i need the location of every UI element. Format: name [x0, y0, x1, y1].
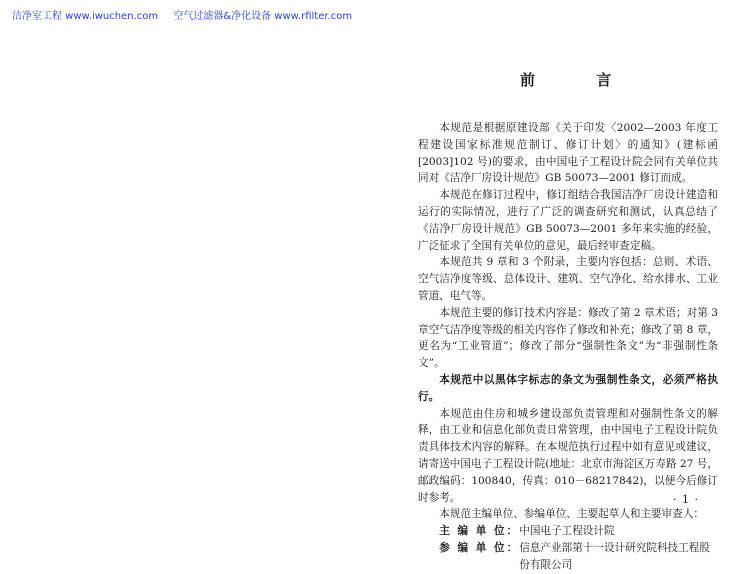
header-link-cleanroom[interactable]: 洁净室工程 www.iwuchen.com: [12, 11, 159, 22]
chief-editor-value: 中国电子工程设计院: [519, 525, 615, 538]
preface-paragraph-1: 本规范是根据原建设部《关于印发〈2002—2003 年度工程建设国家标准规范制订、修订计划〉的通知》(建标函[2003]102 号)的要求，由中国电子工程设计院会同有关单位共同对《洁净厂房设计规范》GB 50073—2001 修订而成。: [418, 122, 718, 185]
header-link-filter[interactable]: 空气过滤器&净化设备 www.rfilter.com: [173, 11, 353, 22]
chief-editor-label: 主 编 单 位：: [439, 525, 520, 538]
participant-editor-value: 信息产业部第十一设计研究院科技工程股份有限公司: [519, 541, 710, 571]
preface-paragraph-7: 本规范主编单位、参编单位、主要起草人和主要审查人：: [439, 508, 705, 521]
preface-paragraph-4: 本规范主要的修订技术内容是：修改了第 2 章术语；对第 3 章空气洁净度等级的相关内容作了修改和补充；修改了第 8 章，更名为“工业管道”；修改了部分“强制性条文”为“非强制性条文”。: [418, 306, 718, 370]
preface-paragraph-6: 本规范由住房和城乡建设部负责管理和对强制性条文的解释，由工业和信息化部负责日常管理，由中国电子工程设计院负责具体技术内容的解释。在本规范执行过程中如有意见或建议，请寄送中国电子工程设计院(地址：北京市海淀区万寿路 27 号，邮政编码：100840，传真：010－68217842)，以便今后修订时参考。: [418, 407, 718, 504]
preface-paragraph-5: 本规范中以黑体字标志的条文为强制性条文，必须严格执行。: [418, 373, 718, 403]
header-links: [12, 7, 364, 22]
preface-paragraph-3: 本规范共 9 章和 3 个附录，主要内容包括：总则、术语、空气洁净度等级、总体设计、建筑、空气净化、给水排水、工业管道、电气等。: [418, 256, 718, 302]
chief-editor-row: [418, 523, 718, 540]
page-number: · 1 ·: [673, 493, 699, 506]
participant-editor-label: 参 编 单 位：: [439, 541, 520, 554]
participant-editor-row: [418, 540, 718, 574]
preface-paragraph-2: 本规范在修订过程中，修订组结合我国洁净厂房设计建造和运行的实际情况，进行了广泛的调查研究和测试，认真总结了《洁净厂房设计规范》GB 50073—2001 多年来实施的经验，广泛征求了全国有关单位的意见，最后经审查定稿。: [418, 189, 718, 252]
page-title: 前 言: [520, 71, 640, 89]
